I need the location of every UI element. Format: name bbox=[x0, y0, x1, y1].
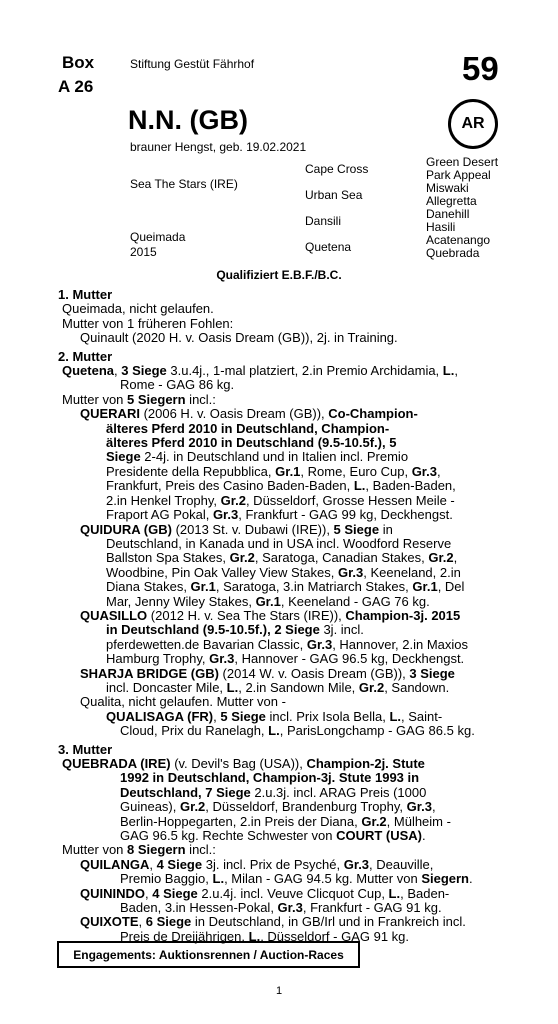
page-number: 1 bbox=[275, 985, 283, 997]
text-line: Quetena, 3 Siege 3.u.4j., 1-mal platziert, 2.in Premio Archidamia, L., bbox=[62, 363, 458, 379]
text-line: Woodbine, Pin Oak Valley View Stakes, Gr.3, Keeneland, 2.in bbox=[106, 564, 461, 580]
text-line: Premio Baggio, L., Milan - GAG 94.5 kg. Mutter von Siegern. bbox=[120, 871, 473, 887]
text-line: Mar, Jenny Wiley Stakes, Gr.1, Keeneland - GAG 76 kg. bbox=[106, 593, 430, 609]
family-text bbox=[58, 284, 502, 944]
qualification: Qualifiziert E.B.F./B.C. bbox=[216, 268, 342, 282]
section-heading-3: 3. Mutter bbox=[58, 741, 113, 757]
text-line: pferdewetten.de Bavarian Classic, Gr.3, Hannover, 2.in Maxios bbox=[106, 636, 469, 652]
pedigree-sire: Sea The Stars (IRE) bbox=[130, 177, 238, 191]
text-line: QUIXOTE, 6 Siege in Deutschland, in GB/Irl und in Frankreich incl. bbox=[80, 914, 466, 930]
text-line: QUININDO, 4 Siege 2.u.4j. incl. Veuve Clicquot Cup, L., Baden- bbox=[80, 885, 450, 901]
pedigree-gen2: Cape Cross bbox=[305, 162, 369, 176]
text-line: Baden, 3.in Hessen-Pokal, Gr.3, Frankfurt - GAG 91 kg. bbox=[120, 900, 442, 916]
text-line: Frankfurt, Preis des Casino Baden-Baden, L., Baden-Baden, bbox=[106, 478, 456, 494]
section-heading-1: 1. Mutter bbox=[58, 287, 113, 302]
text-line: Quinault (2020 H. v. Oasis Dream (GB)), 2j. in Training. bbox=[80, 330, 398, 346]
text-line: Cloud, Prix du Ranelagh, L., ParisLongchamp - GAG 86.5 kg. bbox=[120, 723, 475, 739]
box-label: Box bbox=[62, 53, 95, 72]
text-line: Diana Stakes, Gr.1, Saratoga, 3.in Matriarch Stakes, Gr.1, Del bbox=[106, 579, 465, 595]
lot-number: 59 bbox=[462, 50, 499, 87]
pedigree-dam-year: 2015 bbox=[130, 245, 157, 259]
text-line: QUERARI (2006 H. v. Oasis Dream (GB)), Co-Champion- bbox=[80, 406, 418, 422]
text-line: QUALISAGA (FR), 5 Siege incl. Prix Isola Bella, L., Saint- bbox=[106, 708, 443, 724]
text-line: Qualita, nicht gelaufen. Mutter von - bbox=[80, 694, 286, 710]
pedigree-gen3: Acatenango bbox=[426, 233, 491, 247]
engagements-box: Engagements: Auktionsrennen / Auction-Races bbox=[57, 941, 360, 968]
text-line: Deutschland, in Kanada und in USA incl. Woodford Reserve bbox=[106, 535, 452, 551]
text-line: Preis de Dreijährigen, L., Düsseldorf - GAG 91 kg. bbox=[120, 928, 410, 944]
pedigree-gen3: Quebrada bbox=[426, 246, 480, 260]
text-line: 2.in Henkel Trophy, Gr.2, Düsseldorf, Grosse Hessen Meile - bbox=[106, 492, 455, 508]
section-heading-2: 2. Mutter bbox=[58, 348, 113, 364]
pedigree-gen3: Hasili bbox=[426, 220, 456, 234]
text-line: Siege 2-4j. in Deutschland und in Italien incl. Premio bbox=[106, 449, 409, 465]
pedigree-gen2: Urban Sea bbox=[305, 188, 363, 202]
text-line: Mutter von 8 Siegern incl.: bbox=[62, 842, 216, 858]
text-line: SHARJA BRIDGE (GB) (2014 W. v. Oasis Dream (GB)), 3 Siege bbox=[80, 665, 455, 681]
text-line: QUASILLO (2012 H. v. Sea The Stars (IRE)), Champion-3j. 2015 bbox=[80, 607, 461, 623]
pedigree-dam: Queimada bbox=[130, 230, 186, 244]
text-line: Guineas), Gr.2, Düsseldorf, Brandenburg Trophy, Gr.3, bbox=[120, 799, 436, 815]
text-line: Ballston Spa Stakes, Gr.2, Saratoga, Canadian Stakes, Gr.2, bbox=[106, 550, 458, 566]
horse-description: brauner Hengst, geb. 19.02.2021 bbox=[130, 140, 307, 154]
text-line: QUIDURA (GB) (2013 St. v. Dubawi (IRE)), 5 Siege in bbox=[80, 521, 393, 537]
ar-badge-icon: AR bbox=[448, 99, 498, 149]
box-number: A 26 bbox=[58, 77, 94, 96]
breeder-name: Stiftung Gestüt Fährhof bbox=[130, 57, 255, 71]
pedigree-gen2: Quetena bbox=[305, 240, 352, 254]
text-line: Queimada, nicht gelaufen. bbox=[62, 301, 214, 317]
text-line: Fraport AG Pokal, Gr.3, Frankfurt - GAG 99 kg, Deckhengst. bbox=[106, 507, 453, 523]
pedigree-gen3: Miswaki bbox=[426, 181, 469, 195]
text-line: incl. Doncaster Mile, L., 2.in Sandown Mile, Gr.2, Sandown. bbox=[106, 679, 450, 695]
text-line: QUILANGA, 4 Siege 3j. incl. Prix de Psyché, Gr.3, Deauville, bbox=[80, 856, 434, 872]
pedigree-gen3: Green Desert bbox=[426, 155, 499, 169]
text-line: 1992 in Deutschland, Champion-3j. Stute 1993 in bbox=[120, 770, 420, 786]
pedigree-gen3: Allegretta bbox=[426, 194, 477, 208]
pedigree-gen3: Park Appeal bbox=[426, 168, 491, 182]
text-line: Mutter von 1 früheren Fohlen: bbox=[62, 315, 234, 331]
text-line: in Deutschland (9.5-10.5f.), 2 Siege 3j. incl. bbox=[106, 622, 364, 638]
text-line: Rome - GAG 86 kg. bbox=[120, 377, 235, 393]
text-line: älteres Pferd 2010 in Deutschland, Champion- bbox=[106, 420, 390, 436]
pedigree-gen3: Danehill bbox=[426, 207, 470, 221]
text-line: Presidente della Repubblica, Gr.1, Rome, Euro Cup, Gr.3, bbox=[106, 463, 441, 479]
text-line: QUEBRADA (IRE) (v. Devil's Bag (USA)), Champion-2j. Stute bbox=[62, 756, 425, 771]
horse-name: N.N. (GB) bbox=[128, 105, 248, 135]
text-line: Hamburg Trophy, Gr.3, Hannover - GAG 96.5 kg, Deckhengst. bbox=[106, 651, 465, 667]
text-line: älteres Pferd 2010 in Deutschland (9.5-10.5f.), 5 bbox=[106, 435, 397, 451]
text-line: Berlin-Hoppegarten, 2.in Preis der Diana, Gr.2, Mülheim - bbox=[120, 813, 451, 829]
text-line: Deutschland, 7 Siege 2.u.3j. incl. ARAG Preis (1000 bbox=[120, 784, 427, 800]
text-line: Mutter von 5 Siegern incl.: bbox=[62, 391, 216, 407]
text-line: GAG 96.5 kg. Rechte Schwester von COURT (USA). bbox=[120, 828, 426, 844]
pedigree-gen2: Dansili bbox=[305, 214, 342, 228]
